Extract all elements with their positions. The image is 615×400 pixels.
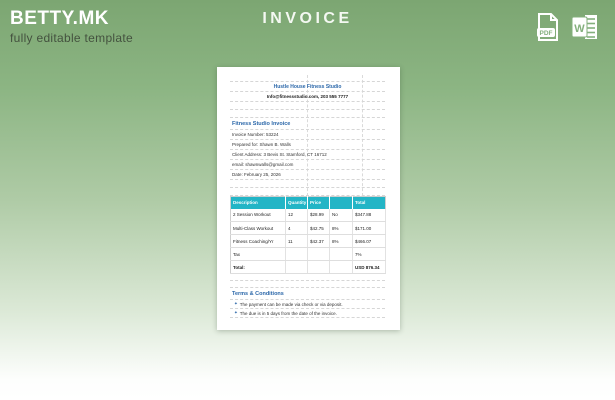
- col-blank: [330, 197, 353, 209]
- client-address: Client Address: 3 Bevis St. Stamford, CT 16712: [230, 150, 385, 160]
- blank-row: [230, 110, 385, 118]
- word-file-icon[interactable]: [571, 11, 601, 43]
- svg-text:W: W: [574, 23, 585, 35]
- pdf-file-icon[interactable]: [533, 11, 563, 43]
- client-email: email: shawnwalls@gmail.com: [230, 160, 385, 170]
- tax-row: Tax 7%: [231, 248, 386, 261]
- table-row: Fitness Coaching/Yr 11 $42.37 8% $466.07: [231, 235, 386, 248]
- blank-row: [230, 281, 385, 288]
- blank-row: [230, 75, 385, 82]
- terms-title: Terms & Conditions: [230, 288, 385, 300]
- col-price: Price: [308, 197, 330, 209]
- page-title: INVOICE: [262, 10, 353, 27]
- invoice-date: Date: February 25, 2026: [230, 170, 385, 180]
- blank-row: [230, 274, 385, 281]
- col-quantity: Quantity: [286, 197, 308, 209]
- invoice-section-title: Fitness Studio Invoice: [230, 118, 385, 130]
- col-description: Description: [231, 197, 286, 209]
- bullet-diamond-icon: ✦: [234, 301, 238, 306]
- total-row: Total: USD 876.34: [231, 261, 386, 274]
- blank-row: [230, 188, 385, 196]
- col-total: Total: [353, 197, 386, 209]
- format-icons: [533, 11, 601, 43]
- studio-contact: Info@fitnessstudio.com, 203 555 7777: [230, 92, 385, 102]
- line-items-table: [230, 196, 386, 274]
- table-header-row: [231, 197, 386, 209]
- blank-row: [230, 180, 385, 188]
- terms-bullet: ✦ The payment can be made via check or via deposit.: [230, 300, 385, 309]
- table-row: Multi-Class Workout 4 $42.75 8% $171.00: [231, 222, 386, 235]
- svg-text:PDF: PDF: [539, 30, 553, 37]
- spreadsheet-grid: [230, 75, 385, 318]
- brand-tagline: fully editable template: [10, 31, 133, 45]
- table-row: 2 Session Workout 12 $28.99 No $347.88: [231, 209, 386, 222]
- terms-bullet: ✦ The due is in 5 days from the date of the invoice.: [230, 309, 385, 318]
- invoice-number: Invoice Number: 53224: [230, 130, 385, 140]
- brand-logo: BETTY.MK: [10, 8, 109, 29]
- blank-row: [230, 102, 385, 110]
- studio-name: Hustle House Fitness Studio: [230, 82, 385, 92]
- invoice-document: [217, 67, 400, 330]
- prepared-for: Prepared for: Shawn B. Walls: [230, 140, 385, 150]
- bullet-diamond-icon: ✦: [234, 310, 238, 315]
